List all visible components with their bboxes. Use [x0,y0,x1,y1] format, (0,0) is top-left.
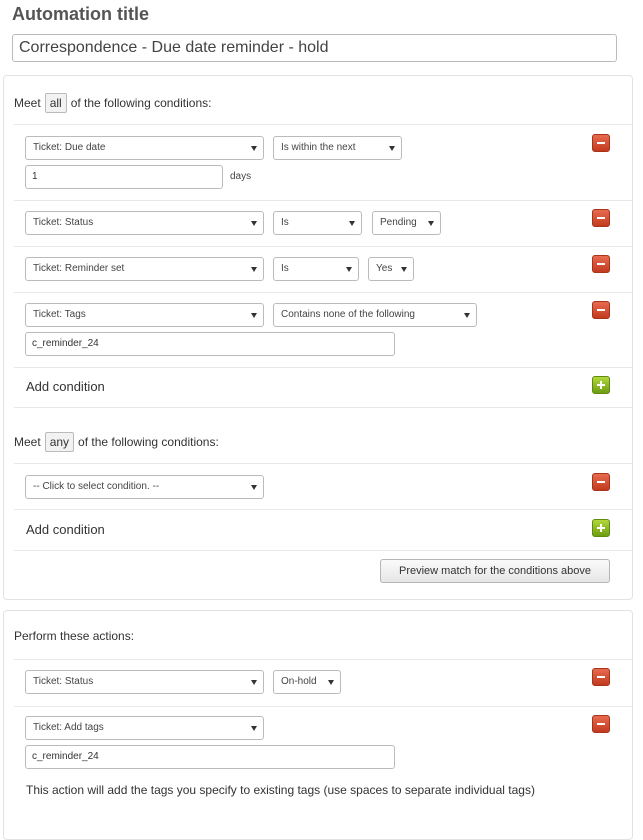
add-condition-button[interactable] [592,519,610,537]
actions-panel [3,610,633,840]
condition-field-tags[interactable]: Ticket: Tags [25,303,264,327]
remove-action-button[interactable] [592,715,610,733]
meet-all-suffix: of the following conditions: [70,96,212,110]
condition-operator-reminder-set[interactable]: Is [273,257,359,281]
condition-value-tags-input[interactable]: c_reminder_24 [25,332,395,356]
meet-all-prefix: Meet [14,96,41,110]
conditions-panel [3,75,633,600]
condition-operator-tags[interactable]: Contains none of the following [273,303,477,327]
add-condition-label[interactable]: Add condition [26,379,105,394]
meet-all-mode-select[interactable]: all [45,93,67,113]
divider [14,246,632,247]
divider [14,509,632,510]
condition-field-status[interactable]: Ticket: Status [25,211,264,235]
remove-condition-button[interactable] [592,301,610,319]
condition-value-reminder-set[interactable]: Yes [368,257,414,281]
divider [14,659,632,660]
remove-action-button[interactable] [592,668,610,686]
remove-condition-button[interactable] [592,473,610,491]
divider [14,292,632,293]
automation-title-input[interactable]: Correspondence - Due date reminder - hold [12,34,617,62]
add-condition-button[interactable] [592,376,610,394]
preview-match-button[interactable]: Preview match for the conditions above [380,559,610,583]
meet-all-header [14,93,211,113]
meet-any-mode-select[interactable]: any [45,432,74,452]
automation-title-label: Automation title [12,4,149,24]
condition-operator-due-date[interactable]: Is within the next [273,136,402,160]
condition-field-reminder-set[interactable]: Ticket: Reminder set [25,257,264,281]
remove-condition-button[interactable] [592,209,610,227]
meet-any-suffix: of the following conditions: [78,435,219,449]
action-field-add-tags[interactable]: Ticket: Add tags [25,716,264,740]
condition-field-select[interactable]: -- Click to select condition. -- [25,475,264,499]
condition-value-days-input[interactable]: 1 [25,165,223,189]
action-value-tags-input[interactable]: c_reminder_24 [25,745,395,769]
divider [14,200,632,201]
divider [14,407,632,408]
meet-any-prefix: Meet [14,435,41,449]
condition-unit-days: days [230,171,252,182]
remove-condition-button[interactable] [592,134,610,152]
divider [14,463,632,464]
remove-condition-button[interactable] [592,255,610,273]
add-condition-label[interactable]: Add condition [26,522,105,537]
divider [14,550,632,551]
action-value-status[interactable]: On-hold [273,670,341,694]
divider [14,706,632,707]
condition-value-status[interactable]: Pending [372,211,441,235]
meet-any-header [14,432,219,452]
divider [14,367,632,368]
condition-operator-status[interactable]: Is [273,211,362,235]
condition-field-due-date[interactable]: Ticket: Due date [25,136,264,160]
action-field-status[interactable]: Ticket: Status [25,670,264,694]
divider [14,124,632,125]
action-help-text: This action will add the tags you specify to existing tags (use spaces to separate individual tags) [26,783,535,797]
actions-label: Perform these actions: [14,629,135,643]
